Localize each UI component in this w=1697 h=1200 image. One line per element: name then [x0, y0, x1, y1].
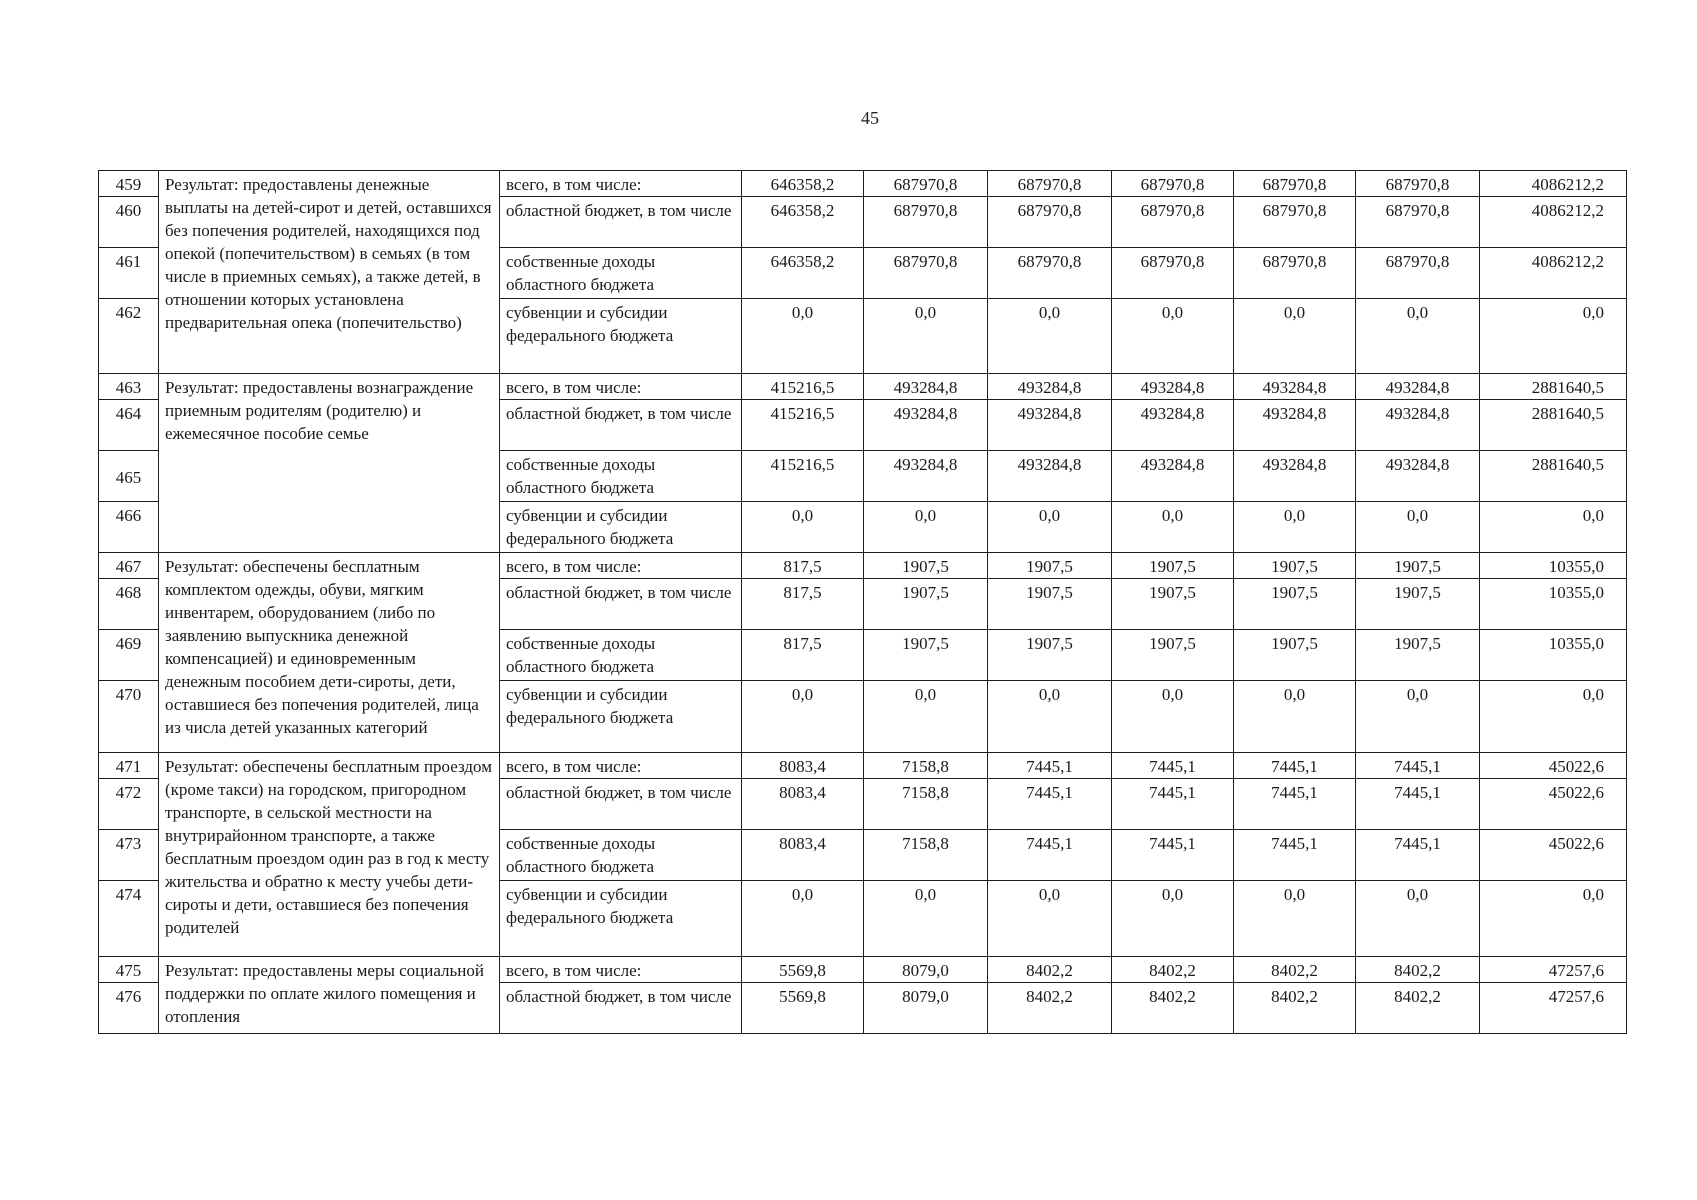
value-cell: 687970,8 — [1112, 171, 1234, 197]
row-number: 462 — [99, 299, 159, 374]
value-cell: 1907,5 — [1112, 579, 1234, 630]
value-cell: 0,0 — [742, 502, 864, 553]
row-number: 460 — [99, 197, 159, 248]
value-cell: 7445,1 — [1356, 779, 1480, 830]
value-cell: 687970,8 — [1234, 248, 1356, 299]
value-cell: 0,0 — [1356, 681, 1480, 753]
total-cell: 45022,6 — [1480, 779, 1627, 830]
row-number: 467 — [99, 553, 159, 579]
row-number: 470 — [99, 681, 159, 753]
table-row — [99, 957, 1627, 983]
value-cell: 8083,4 — [742, 779, 864, 830]
value-cell: 415216,5 — [742, 374, 864, 400]
table-row — [99, 171, 1627, 197]
funding-source: областной бюджет, в том числе — [500, 983, 742, 1034]
value-cell: 0,0 — [864, 681, 988, 753]
table-row — [99, 553, 1627, 579]
value-cell: 817,5 — [742, 553, 864, 579]
value-cell: 7445,1 — [1112, 830, 1234, 881]
result-description: Результат: предоставлены вознаграждение приемным родителям (родителю) и ежемесячное пособие семье — [159, 374, 500, 553]
total-cell: 4086212,2 — [1480, 171, 1627, 197]
total-cell: 0,0 — [1480, 681, 1627, 753]
value-cell: 1907,5 — [1356, 579, 1480, 630]
row-number: 464 — [99, 400, 159, 451]
total-cell: 45022,6 — [1480, 753, 1627, 779]
value-cell: 8402,2 — [1356, 983, 1480, 1034]
value-cell: 8402,2 — [1112, 983, 1234, 1034]
value-cell: 8083,4 — [742, 830, 864, 881]
value-cell: 687970,8 — [1112, 197, 1234, 248]
value-cell: 1907,5 — [1234, 630, 1356, 681]
funding-source: областной бюджет, в том числе — [500, 197, 742, 248]
value-cell: 0,0 — [988, 299, 1112, 374]
row-number: 473 — [99, 830, 159, 881]
funding-source: областной бюджет, в том числе — [500, 779, 742, 830]
value-cell: 8402,2 — [1112, 957, 1234, 983]
value-cell: 0,0 — [1356, 881, 1480, 957]
value-cell: 8402,2 — [988, 983, 1112, 1034]
value-cell: 687970,8 — [864, 197, 988, 248]
funding-source: всего, в том числе: — [500, 171, 742, 197]
value-cell: 646358,2 — [742, 248, 864, 299]
value-cell: 7158,8 — [864, 753, 988, 779]
value-cell: 0,0 — [1112, 502, 1234, 553]
value-cell: 415216,5 — [742, 451, 864, 502]
value-cell: 646358,2 — [742, 171, 864, 197]
value-cell: 493284,8 — [1234, 451, 1356, 502]
value-cell: 817,5 — [742, 630, 864, 681]
value-cell: 7158,8 — [864, 779, 988, 830]
value-cell: 1907,5 — [988, 630, 1112, 681]
row-number: 461 — [99, 248, 159, 299]
funding-source: субвенции и субсидии федерального бюджета — [500, 299, 742, 374]
value-cell: 1907,5 — [988, 553, 1112, 579]
value-cell: 493284,8 — [864, 400, 988, 451]
funding-source: всего, в том числе: — [500, 374, 742, 400]
value-cell: 7445,1 — [1356, 830, 1480, 881]
total-cell: 2881640,5 — [1480, 400, 1627, 451]
result-description: Результат: предоставлены меры социальной поддержки по оплате жилого помещения и отопления — [159, 957, 500, 1034]
total-cell: 0,0 — [1480, 881, 1627, 957]
total-cell: 0,0 — [1480, 502, 1627, 553]
value-cell: 8402,2 — [1356, 957, 1480, 983]
value-cell: 493284,8 — [1234, 400, 1356, 451]
funding-source: всего, в том числе: — [500, 553, 742, 579]
funding-source: собственные доходы областного бюджета — [500, 451, 742, 502]
value-cell: 0,0 — [1356, 299, 1480, 374]
funding-source: собственные доходы областного бюджета — [500, 248, 742, 299]
funding-source: собственные доходы областного бюджета — [500, 630, 742, 681]
value-cell: 0,0 — [1234, 502, 1356, 553]
funding-source: областной бюджет, в том числе — [500, 579, 742, 630]
page-number: 45 — [861, 108, 879, 128]
value-cell: 687970,8 — [1112, 248, 1234, 299]
row-number: 468 — [99, 579, 159, 630]
table-row — [99, 374, 1627, 400]
funding-source: субвенции и субсидии федерального бюджета — [500, 881, 742, 957]
value-cell: 0,0 — [988, 681, 1112, 753]
result-description: Результат: предоставлены денежные выплаты на детей-сирот и детей, оставшихся без попечения родителей, находящихся под опекой (попечительством) в семьях (в том числе в приемных семьях), а также детей, в отношении которых установлена предварительная опека (попечительство) — [159, 171, 500, 374]
total-cell: 10355,0 — [1480, 630, 1627, 681]
value-cell: 0,0 — [1112, 881, 1234, 957]
funding-source: субвенции и субсидии федерального бюджета — [500, 502, 742, 553]
value-cell: 493284,8 — [1112, 400, 1234, 451]
funding-source: областной бюджет, в том числе — [500, 400, 742, 451]
row-number: 463 — [99, 374, 159, 400]
value-cell: 1907,5 — [988, 579, 1112, 630]
value-cell: 0,0 — [1234, 881, 1356, 957]
value-cell: 1907,5 — [1234, 553, 1356, 579]
total-cell: 4086212,2 — [1480, 197, 1627, 248]
value-cell: 7445,1 — [1356, 753, 1480, 779]
value-cell: 7158,8 — [864, 830, 988, 881]
total-cell: 47257,6 — [1480, 957, 1627, 983]
value-cell: 8079,0 — [864, 983, 988, 1034]
value-cell: 493284,8 — [1112, 374, 1234, 400]
value-cell: 0,0 — [1234, 299, 1356, 374]
value-cell: 687970,8 — [1356, 197, 1480, 248]
value-cell: 1907,5 — [864, 553, 988, 579]
value-cell: 8402,2 — [988, 957, 1112, 983]
value-cell: 687970,8 — [988, 171, 1112, 197]
row-number: 476 — [99, 983, 159, 1034]
value-cell: 415216,5 — [742, 400, 864, 451]
value-cell: 493284,8 — [1112, 451, 1234, 502]
total-cell: 0,0 — [1480, 299, 1627, 374]
value-cell: 7445,1 — [1234, 830, 1356, 881]
value-cell: 687970,8 — [988, 248, 1112, 299]
table-row — [99, 753, 1627, 779]
value-cell: 0,0 — [1112, 299, 1234, 374]
value-cell: 8083,4 — [742, 753, 864, 779]
value-cell: 0,0 — [988, 502, 1112, 553]
value-cell: 8402,2 — [1234, 957, 1356, 983]
value-cell: 0,0 — [1234, 681, 1356, 753]
result-description: Результат: обеспечены бесплатным комплектом одежды, обуви, мягким инвентарем, оборудованием (либо по заявлению выпускника денежной компенсацией) и единовременным денежным пособием дети-сироты, дети, оставшиеся без попечения родителей, лица из числа детей указанных категорий — [159, 553, 500, 753]
value-cell: 7445,1 — [1112, 753, 1234, 779]
total-cell: 2881640,5 — [1480, 451, 1627, 502]
row-number: 465 — [99, 451, 159, 502]
value-cell: 493284,8 — [864, 451, 988, 502]
value-cell: 1907,5 — [864, 630, 988, 681]
value-cell: 493284,8 — [864, 374, 988, 400]
result-description: Результат: обеспечены бесплатным проездом (кроме такси) на городском, пригородном транспорте, в сельской местности на внутрирайонном транспорте, а также бесплатным проездом один раз в год к месту жительства и обратно к месту учебы дети-сироты и дети, оставшиеся без попечения родителей — [159, 753, 500, 957]
value-cell: 7445,1 — [1234, 753, 1356, 779]
value-cell: 0,0 — [1356, 502, 1480, 553]
value-cell: 0,0 — [864, 881, 988, 957]
value-cell: 687970,8 — [988, 197, 1112, 248]
value-cell: 1907,5 — [1234, 579, 1356, 630]
value-cell: 687970,8 — [864, 248, 988, 299]
value-cell: 0,0 — [742, 299, 864, 374]
row-number: 469 — [99, 630, 159, 681]
value-cell: 493284,8 — [1356, 451, 1480, 502]
value-cell: 646358,2 — [742, 197, 864, 248]
funding-source: собственные доходы областного бюджета — [500, 830, 742, 881]
value-cell: 5569,8 — [742, 957, 864, 983]
value-cell: 687970,8 — [864, 171, 988, 197]
value-cell: 7445,1 — [988, 779, 1112, 830]
total-cell: 10355,0 — [1480, 553, 1627, 579]
value-cell: 687970,8 — [1356, 171, 1480, 197]
value-cell: 493284,8 — [1356, 400, 1480, 451]
total-cell: 45022,6 — [1480, 830, 1627, 881]
value-cell: 7445,1 — [1234, 779, 1356, 830]
value-cell: 817,5 — [742, 579, 864, 630]
total-cell: 2881640,5 — [1480, 374, 1627, 400]
value-cell: 8402,2 — [1234, 983, 1356, 1034]
value-cell: 493284,8 — [1356, 374, 1480, 400]
row-number: 471 — [99, 753, 159, 779]
value-cell: 493284,8 — [988, 400, 1112, 451]
value-cell: 687970,8 — [1234, 197, 1356, 248]
value-cell: 7445,1 — [988, 830, 1112, 881]
value-cell: 493284,8 — [988, 451, 1112, 502]
funding-source: субвенции и субсидии федерального бюджета — [500, 681, 742, 753]
value-cell: 7445,1 — [988, 753, 1112, 779]
value-cell: 0,0 — [864, 502, 988, 553]
funding-source: всего, в том числе: — [500, 753, 742, 779]
value-cell: 1907,5 — [864, 579, 988, 630]
row-number: 466 — [99, 502, 159, 553]
value-cell: 687970,8 — [1356, 248, 1480, 299]
value-cell: 0,0 — [988, 881, 1112, 957]
total-cell: 47257,6 — [1480, 983, 1627, 1034]
row-number: 459 — [99, 171, 159, 197]
value-cell: 0,0 — [742, 681, 864, 753]
value-cell: 493284,8 — [988, 374, 1112, 400]
total-cell: 4086212,2 — [1480, 248, 1627, 299]
row-number: 472 — [99, 779, 159, 830]
value-cell: 1907,5 — [1356, 553, 1480, 579]
budget-table — [98, 170, 1627, 1034]
value-cell: 0,0 — [742, 881, 864, 957]
value-cell: 1907,5 — [1112, 553, 1234, 579]
value-cell: 1907,5 — [1112, 630, 1234, 681]
value-cell: 0,0 — [864, 299, 988, 374]
value-cell: 1907,5 — [1356, 630, 1480, 681]
value-cell: 8079,0 — [864, 957, 988, 983]
value-cell: 687970,8 — [1234, 171, 1356, 197]
value-cell: 5569,8 — [742, 983, 864, 1034]
value-cell: 7445,1 — [1112, 779, 1234, 830]
row-number: 475 — [99, 957, 159, 983]
total-cell: 10355,0 — [1480, 579, 1627, 630]
row-number: 474 — [99, 881, 159, 957]
funding-source: всего, в том числе: — [500, 957, 742, 983]
value-cell: 493284,8 — [1234, 374, 1356, 400]
value-cell: 0,0 — [1112, 681, 1234, 753]
